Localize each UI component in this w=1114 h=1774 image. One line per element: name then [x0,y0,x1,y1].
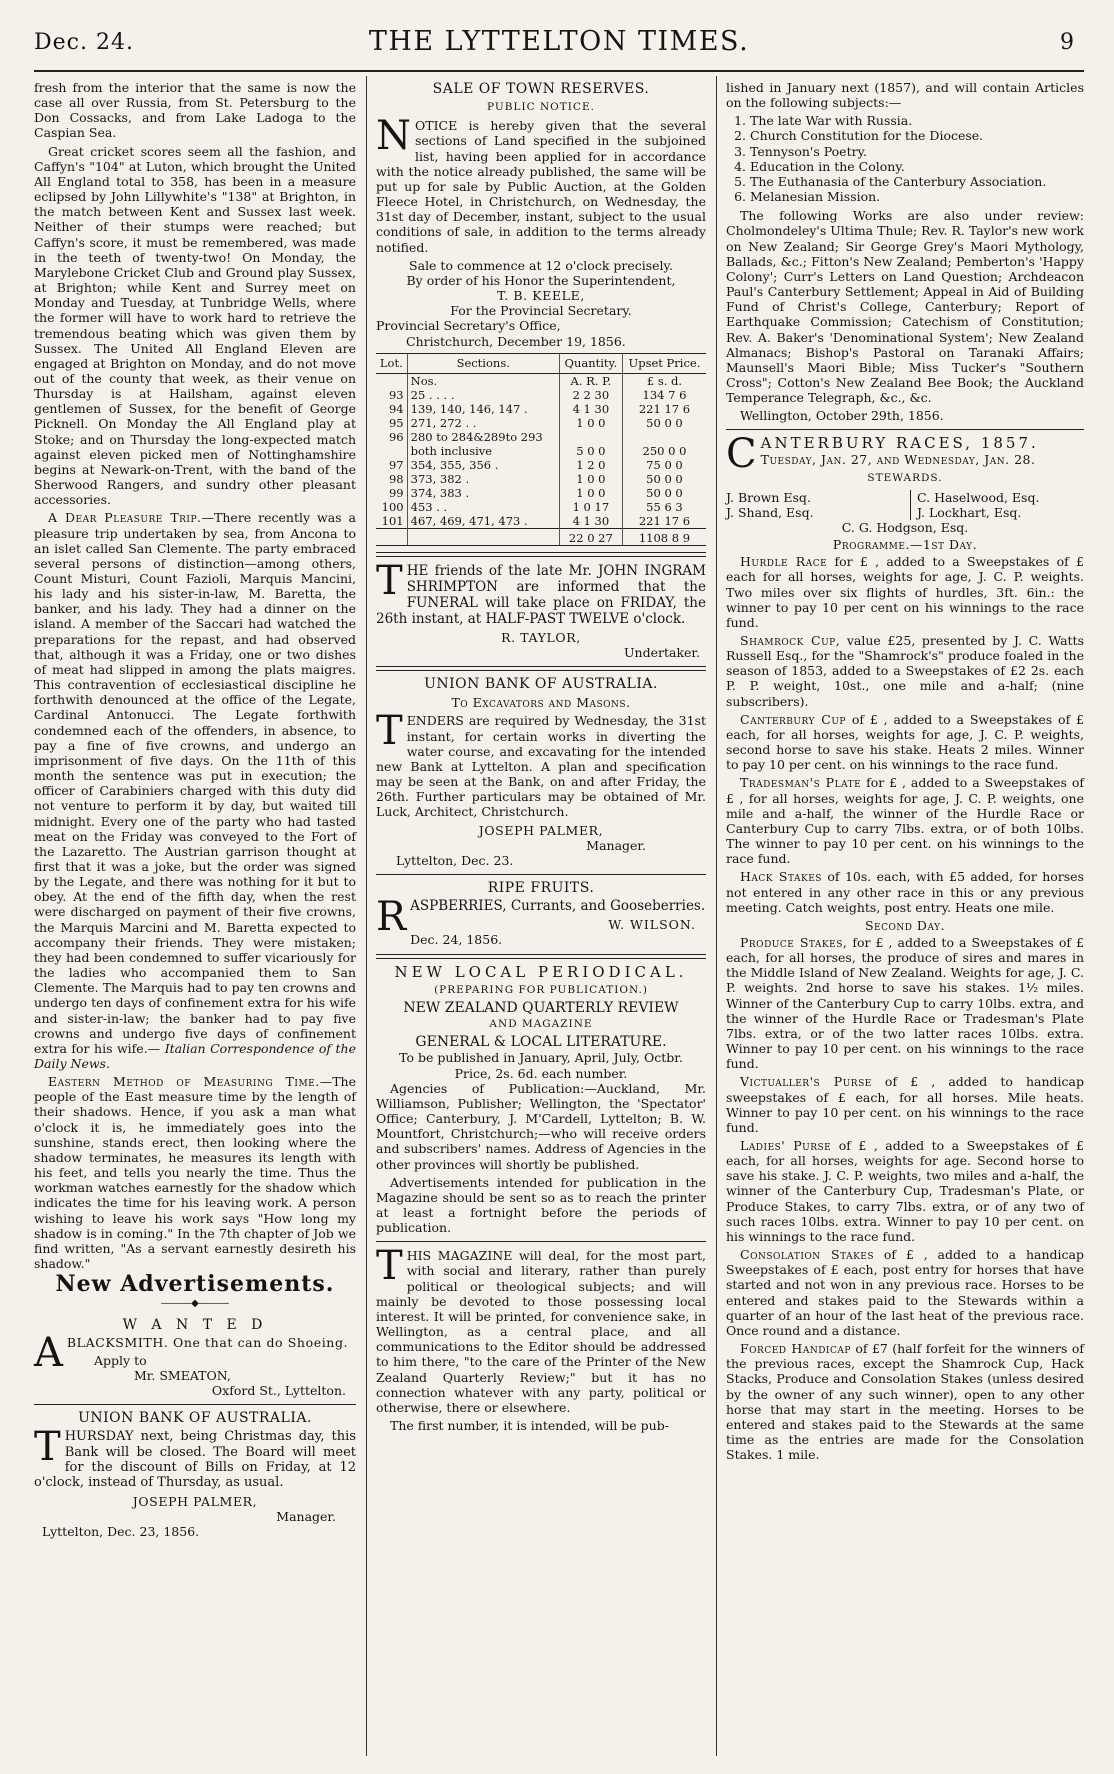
lot-cell: 93 [376,388,407,402]
union-bank-role-2: Manager. [586,837,646,853]
lots-table [376,353,706,546]
race-entry [726,712,1084,773]
price-cell: 1108 8 9 [622,528,706,545]
sale-subheading: PUBLIC NOTICE. [487,101,595,114]
eastern-time-heading: Eastern Method of Measuring Time. [48,1074,320,1090]
quantity-cell: 1 0 0 [559,472,622,486]
sections-cell: 374, 383 . [407,486,559,500]
wanted-name: Mr. SMEATON, [134,1367,231,1383]
stewards-heading: STEWARDS. [867,472,943,485]
sale-notice [376,113,706,255]
steward-name: J. Shand, Esq. [726,504,814,520]
list-item: 6. Melanesian Mission. [750,189,1084,204]
divider [376,954,706,959]
steward-name: C. Haselwood, Esq. [910,490,1084,505]
periodical-advertisements: Advertisements intended for publication in the Magazine should be sent so as to reach the printer at least a fortnight before the periods of publication. [376,1174,706,1236]
ripe-fruits-heading: RIPE FRUITS. [487,880,595,896]
quantity-cell: 1 0 17 [559,500,622,514]
divider [376,1241,706,1242]
divider [726,429,1084,430]
union-bank-tender-ad [376,708,706,820]
sections-cell: 271, 272 . . [407,416,559,430]
race-entry [726,1341,1084,1462]
table-row [376,514,706,529]
review-date: Wellington, October 29th, 1856. [740,408,944,424]
lot-cell: 96 [376,430,407,444]
union-bank-date-1: Lyttelton, Dec. 23, 1856. [42,1524,200,1540]
quantity-cell: A. R. P. [559,373,622,388]
lot-cell: 95 [376,416,407,430]
races-heading: ANTERBURY RACES, 1857. [760,434,1039,453]
issue-date: Dec. 24. [34,30,134,55]
union-bank-date-2: Lyttelton, Dec. 23. [396,852,514,868]
union-bank-closure-ad [34,1424,356,1490]
sections-cell [407,528,559,545]
lot-cell: 99 [376,486,407,500]
table-row [376,444,706,458]
table-row [376,472,706,486]
table-total-row [376,528,706,545]
quantity-cell: 1 2 0 [559,458,622,472]
eastern-time-body: —The people of the East measure time by the length of their shadows. Hence, if you ask a man what o'clock it is, he immediately goes into the sunshine, stands erect, then looking where the shadow terminates, he measures its length with his feet, and tells you nearly the time. Thus the workman watches earnestly for the shadow which indicates the time for his leaving work. A person wishing to leave his work says "How long my shadow is in coming." In the 7th chapter of Job we find written, "As a servant earnestly desireth his shadow." [34,1074,356,1272]
column-1 [34,80,356,1540]
programme-heading: Programme.—1st Day. [832,537,978,553]
funeral-role: Undertaker. [624,644,700,660]
funeral-body: HE friends of the late Mr. JOHN INGRAM SHRIMPTON are informed that the FUNERAL will take place on FRIDAY, the 26th instant, at HALF-PAST TWELVE o'clock. [376,562,706,627]
col-header-lot: Lot. [376,353,407,373]
page-number: 9 [1060,30,1074,55]
column-3 [726,80,1084,1465]
quantity-cell: 4 1 30 [559,402,622,416]
wanted-apply: Apply to [94,1352,147,1368]
masthead-rule [34,70,1084,72]
race-entry [726,775,1084,866]
table-row [376,486,706,500]
table-row [376,388,706,402]
union-bank-heading-1: UNION BANK OF AUSTRALIA. [78,1410,312,1427]
race-entry [726,869,1084,914]
race-name: Victualler's Purse [740,1074,872,1090]
list-item: 2. Church Constitution for the Diocese. [750,128,1084,143]
race-details: of £7 (half forfeit for the winners of the previous races, except the Shamrock Cup, Hack Stacks, Produce and Consolation Stakes (unless desired by the owner of any such winner), open to any other horse that may start in the meeting. Horses to be entered and stakes paid to the Stewards at the same time as the entries are made for the Consolation Stakes. 1 mile. [726,1341,1085,1463]
table-row [376,458,706,472]
table-row [376,500,706,514]
lot-cell: 98 [376,472,407,486]
price-cell [622,430,706,444]
races-dates: Tuesday, Jan. 27, and Wednesday, Jan. 28. [760,451,1036,467]
sections-cell: 467, 469, 471, 473 . [407,514,559,529]
periodical-subheading: (PREPARING FOR PUBLICATION.) [434,983,648,996]
quantity-cell: 2 2 30 [559,388,622,402]
quantity-cell: 4 1 30 [559,514,622,529]
union-bank-signature-2: JOSEPH PALMER, [478,822,604,838]
race-name: Ladies' Purse [740,1138,832,1153]
column-rule-1 [366,76,367,1756]
union-bank-role-1: Manager. [276,1509,336,1525]
sale-order: By order of his Honor the Superintendent, [406,272,676,288]
column-2 [376,80,706,1436]
price-cell: 50 0 0 [646,415,683,430]
funeral-drop-cap: T [376,557,403,604]
table-row [376,430,706,444]
lot-cell: 94 [376,402,407,416]
magazine-continuation: The first number, it is intended, will be pub- [390,1418,669,1433]
race-details: for £ , added to a Sweepstakes of £ each for all horses, weights for age, J. C. P. weights. Two miles over six flights of hurdles, 3ft. 6in.: the winner to pay 10 per cent on his winnings to the race fund. [726,554,1084,630]
eastern-time-article [34,1074,356,1271]
race-details: of £ , added to handicap sweepstakes of £ each, for all horses. Mile heats. Winner to pay 10 per cent. on his winnings to the race fund. [726,1074,1084,1135]
race-entry [726,633,1084,709]
new-advertisements-heading: New Advertisements. [55,1271,335,1298]
race-details: of £ , added to a handicap Sweepstakes of £ each, post entry for horses that have started and not won in any previous race. Horses to be entered and stakes paid to the Stewards within a quarter of an hour of the last heat of the previous race. Once round and a distance. [726,1247,1084,1338]
race-entry [726,935,1084,1071]
periodical-continuation: lished in January next (1857), and will contain Articles on the following subjects:— [726,80,1084,111]
second-day-heading: Second Day. [864,917,946,933]
sections-cell: 25 . . . . [407,388,559,402]
sections-cell: 280 to 284&289to 293 [407,430,559,444]
sections-cell: 453 . . [407,500,559,514]
race-details: of 10s. each, with £5 added, for horses not entered in any other race in this or any previous meeting. Catch weights, post entry. Heats one mile. [726,869,1084,915]
lot-cell: 97 [376,458,407,472]
price-cell: 50 0 0 [646,485,683,500]
races-drop-cap: C [726,431,757,478]
list-item: 5. The Euthanasia of the Canterbury Association. [750,174,1084,189]
race-entry [726,554,1084,630]
lot-cell [376,528,407,545]
works-under-review: The following Works are also under review: Cholmondeley's Ultima Thule; Rev. R. Taylor's new work on New Zealand; Sir George Grey's Maori Mythology, Ballads, &c.; Fitton's New Zealand; Pemberton's 'Happy Colony'; Curr's Letters on Land Question; Archdeacon Paul's Canterbury Settlement; Appeal in Aid of Building Fund of Christ's College, Canterbury; Report of Earthquake Commission; Catechism of Constitution; Rev. A. Baker's 'Denominational System'; New Zealand Almanacs; Bishop's Pastoral on Taranaki Affairs; Maunsell's Maori Bible; Miss Tucker's "Southern Cross"; Cotton's New Zealand Bee Book; the Auckland Temperance Telegraph, &c., &c. [726,208,1084,406]
race-name: Consolation Stakes [740,1247,875,1263]
divider [376,666,706,671]
price-cell: 55 6 3 [646,499,683,514]
list-item: 4. Education in the Colony. [750,159,1084,174]
price-cell: 221 17 6 [638,401,691,416]
union-bank-tender-body: ENDERS are required by Wednesday, the 31st instant, for certain works in diverting the water course, and excavating for the intended new Bank at Lyttelton. A plan and specification may be seen at the Bank, on and after Friday, the 26th. Further particulars may be obtained of Mr. Luck, Architect, Christchurch. [376,713,706,820]
funeral-notice [376,557,706,627]
union-bank-drop-cap-1: T [34,1424,61,1471]
steward-name: J. Lockhart, Esq. [910,505,1084,520]
column-rule-2 [716,76,717,1756]
union-bank-heading-2: UNION BANK OF AUSTRALIA. [424,676,658,693]
price-cell: 134 7 6 [642,387,687,402]
union-bank-drop-cap-2: T [376,708,403,755]
periodical-publication: To be published in January, April, July, Octbr. [399,1050,683,1066]
quantity-cell [559,430,622,444]
wanted-drop-cap: A [34,1329,63,1376]
table-subheader-row [376,373,706,388]
race-details: of £ , added to a Sweepstakes of £ each, for all horses, weights for age. Second horse to save his stake. J. C. P. weights, two miles and a-half, the winner of the Canterbury Cup, Tradesman's Plate, or Produce Stakes, to carry 7lbs. extra, or of any two of such races 10lbs. extra. Winner to pay 10 per cent. on his winnings to the race fund. [726,1138,1084,1244]
race-name: Produce Stakes, [740,934,848,950]
cricket-article: Great cricket scores seem all the fashion, and Caffyn's "104" at Luton, which brought the United All England total to 358, has been in a measure eclipsed by John Lillywhite's "138" at Brighton, in the match between Kent and Sussex last week. Neither of their stumps were reached; but Caffyn's score, it must be remembered, was made in the teeth of twenty-two! On Monday, the Marylebone Cricket Club and Ground play Sussex, at Brighton; while Kent and Surrey meet on Monday and Tuesday, at Tunbridge Wells, where the former will have to work hard to retrieve the tremendous beating which was given them by Sussex. The United All England Eleven are engaged at Brighton on Monday, and do not move out of the county that week, as their venue on Thursday is at Hailsham, against eleven gentlemen of Sussex, for the benefit of George Picknell. On Monday the All England play at Stoke; and on Thursday the long-expected match against eleven picked men of Nottinghamshire begins at Newark-on-Trent, with the band of the Sherwood Rangers, and sundry other pleasant accessories. [34,143,356,508]
sections-cell: 373, 382 . [407,472,559,486]
race-entry [726,1074,1084,1135]
periodical-heading: NEW LOCAL PERIODICAL. [394,962,688,981]
col-header-quantity: Quantity. [559,353,622,373]
wanted-heading: W A N T E D [122,1316,268,1333]
subjects-list [726,113,1084,204]
second-day-races [726,935,1084,1462]
divider [376,874,706,875]
race-entry [726,1138,1084,1244]
race-name: Hack Stakes [740,869,822,885]
divider [376,552,706,557]
steward-name: C. G. Hodgson, Esq. [841,519,969,535]
quantity-cell: 22 0 27 [559,528,622,545]
quantity-cell: 1 0 0 [559,416,622,430]
price-cell: 221 17 6 [638,513,691,528]
ripe-fruits-drop-cap: R [376,894,407,941]
sale-office: Provincial Secretary's Office, [376,318,561,334]
pleasure-trip-heading: A Dear Pleasure Trip. [48,510,202,526]
lot-cell [376,444,407,458]
sections-cell: 354, 355, 356 . [407,458,559,472]
russia-article-end: fresh from the interior that the same is now the case all over Russia, from St. Petersburg to the Don Cossacks, and from Lake Ladoga to the Caspian Sea. [34,80,356,141]
periodical-price: Price, 2s. 6d. each number. [454,1065,628,1081]
pleasure-trip-source: Italian Correspondence of the Daily News. [34,1040,356,1071]
first-day-races [726,554,1084,915]
masthead [34,26,1084,62]
union-bank-signature-1: JOSEPH PALMER, [132,1494,258,1510]
periodical-title-2: GENERAL & LOCAL LITERATURE. [415,1034,667,1051]
sale-place-date: Christchurch, December 19, 1856. [406,333,626,349]
lot-cell [376,373,407,388]
stewards-list [726,490,1084,520]
ornament-icon: ―――◆――― [161,1298,229,1310]
list-item: 3. Tennyson's Poetry. [750,144,1084,159]
col-header-price: Upset Price. [622,353,706,373]
table-row [376,416,706,430]
sale-for: For the Provincial Secretary. [450,303,632,319]
race-entry [726,1247,1084,1338]
price-cell: 250 0 0 [642,443,687,458]
col-header-sections: Sections. [407,353,559,373]
race-details: of £ , added to a Sweepstakes of £ each, for all horses, weights for age, J. C. P. weights, second horse to save his stake. Heats 2 miles. Winner to pay 10 per cent. on his winnings to the race fund. [726,711,1084,773]
lot-cell: 101 [376,514,407,529]
steward-name: J. Brown Esq. [726,489,811,505]
list-item: 1. The late War with Russia. [750,113,1084,128]
periodical-title: NEW ZEALAND QUARTERLY REVIEW [403,999,679,1016]
funeral-signature: R. TAYLOR, [501,629,581,645]
race-name: Tradesman's Plate [740,775,862,791]
pleasure-trip-article [34,510,356,1071]
races-ad-header [726,431,1084,478]
periodical-agencies: Agencies of Publication:—Auckland, Mr. Williamson, Publisher; Wellington, the 'Spectator' Office; Canterbury, J. M'Cardell, Lyttelton; B. W. Mountfort, Christchurch;—who will receive orders and subscribers' names. Address of Agencies in the other provinces will shortly be published. [376,1080,706,1172]
wanted-address: Oxford St., Lyttelton. [211,1383,346,1399]
magazine-body: HIS MAGAZINE will deal, for the most part, with social and literary, rather than purely political or theological subjects; and will mainly be devoted to those possessing local interest. It will be printed, for convenience sake, in Wellington, as a central place, and all communications to the Editor should be addressed to him there, "to the care of the Printer of the New Zealand Quarterly Review;" but it has no connection whatever with any party, political or otherwise, there or elsewhere. [376,1248,706,1415]
sale-signatory: T. B. KEELE, [497,288,585,304]
magazine-notice [376,1243,706,1415]
newspaper-title: THE LYTTELTON TIMES. [368,26,750,57]
race-details: for £ , added to a Sweepstakes of £ each, for all horses, the produce of sires and mares in the Middle Island of New Zealand. Weights for age, J. C. P. weights. 2nd horse to save his stakes. 1½ miles. Winner of the Canterbury Cup to carry 10lbs. extra, and the winner of the Hurdle Race or Tradesman's Plate 7lbs. extra, or of the two latter races 10lbs. extra. Winner to pay 10 per cent. on his winnings to the race fund. [726,934,1084,1072]
wanted-body: BLACKSMITH. One that can do Shoeing. [66,1334,349,1350]
price-cell: £ s. d. [646,373,683,388]
race-name: Shamrock Cup, [740,633,841,648]
ripe-fruits-body: ASPBERRIES, Currants, and Gooseberries. [410,898,706,915]
sale-heading: SALE OF TOWN RESERVES. [432,81,650,97]
sale-drop-cap: N [376,113,411,160]
ripe-fruits-date: Dec. 24, 1856. [410,932,503,948]
sections-cell: Nos. [407,373,559,388]
lot-cell: 100 [376,500,407,514]
race-details: value £25, presented by J. C. Watts Russell Esq., for the "Shamrock's" produce foaled in the season of 1853, added to a Sweepstakes of £2 2s. each P. P. weight, 10st., one mile and a-half; (nine subscribers). [726,633,1084,709]
periodical-and-magazine: AND MAGAZINE [489,1018,593,1031]
race-details: for £ , added to a Sweepstakes of £ , for all horses, weights for age, J. C. P. weights, one mile and a-half, the winner of the Hurdle Race or Canterbury Cup to carry 7lbs. extra, or of both 10lbs. The winner to pay 10 per cent. on his winnings to the race fund. [726,775,1084,867]
quantity-cell: 5 0 0 [559,444,622,458]
price-cell: 50 0 0 [646,471,683,486]
union-bank-closure-body: HURSDAY next, being Christmas day, this Bank will be closed. The Board will meet for the discount of Bills on Friday, at 12 o'clock, instead of Thursday, as usual. [34,1429,356,1490]
ripe-fruits-signature: W. WILSON. [608,917,696,933]
price-cell: 75 0 0 [646,457,683,472]
union-bank-subheading-2: To Excavators and Masons. [451,695,631,711]
pleasure-trip-body: —There recently was a pleasure trip undertaken by sea, from Ancona to an islet called San Clemente. The party embraced several persons of distinction—among others, Count Misturi, Count Fazioli, Marquis Mancini, his lady and his sister-in-law, M. Baretta, the banker, and his lady. They had a dinner on the island. A member of the Saccari had watched the preparations for the repast, and had observed that, although it was a Friday, one or two dishes of meat had slipped in among the plats maigres. This contravention of ecclesiastical discipline he forthwith denounced at the office of the Legate, Cardinal Antonucci. The Legate forthwith condemned each of the offenders, in absence, to pay a fine of five crowns, and undergo an imprisonment of five days. On the 11th of this month the sentence was put in execution; the officer of Carabiniers charged with this duty did not venture to perform it by day, but waited till midnight. Every one of the party who had tasted meat on the Friday was conveyed to the Fort of the Lazaretto. The Austrian garrison thought at first that it was a joke, but the order was signed by the Legate, and there was nothing for it but to obey. At the end of the fifth day, when the rest were discharged on payment of their five crowns, the Marquis Marcini and M. Baretta expected to accompany their friends. They were mistaken; they had been condemned to suffer vicariously for the ladies who accompanied them to San Clemente. The Marquis had to pay ten crowns and undergo ten days of confinement extra for his wife and sister-in-law; the banker had to pay five crowns and undergo five days of confinement extra for his wife.— [34,510,356,1056]
sections-cell: both inclusive [407,444,559,458]
magazine-drop-cap: T [376,1243,403,1290]
sale-body: OTICE is hereby given that the several sections of Land specified in the subjoined list, having been applied for in accordance with the notice already published, the same will be put up for sale by Public Auction, at the Golden Fleece Hotel, in Christchurch, on Wednesday, the 31st day of December, instant, subject to the usual conditions of sale, in addition to the terms already notified. [376,118,706,255]
race-name: Canterbury Cup [740,711,846,727]
quantity-cell: 1 0 0 [559,486,622,500]
race-name: Forced Handicap [740,1341,851,1357]
race-name: Hurdle Race [740,554,828,570]
divider [34,1404,356,1405]
lots-table-header [376,353,706,373]
sections-cell: 139, 140, 146, 147 . [407,402,559,416]
table-row [376,402,706,416]
sale-commence: Sale to commence at 12 o'clock precisely. [409,257,673,273]
